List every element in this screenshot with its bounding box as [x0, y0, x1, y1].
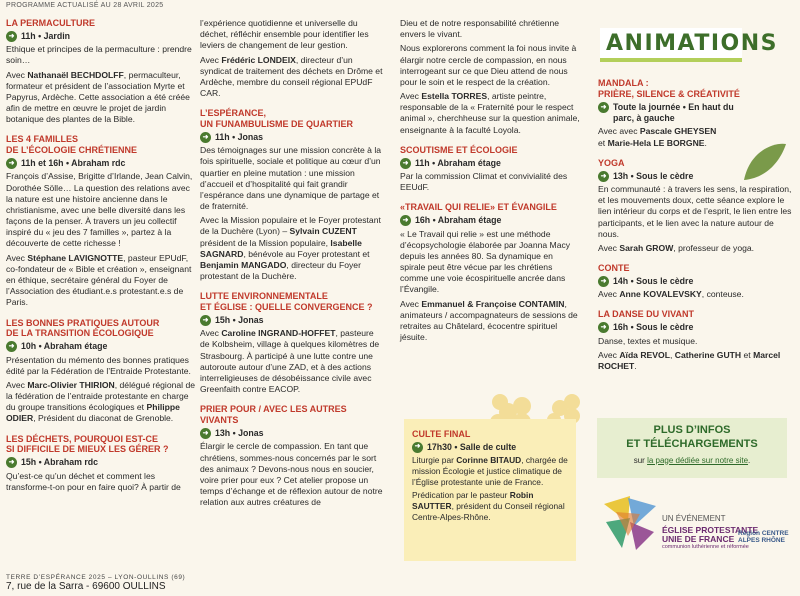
epudf-logo — [600, 492, 790, 554]
session-meta: ➜ 10h • Abraham étage — [6, 341, 196, 352]
column-4 — [598, 78, 794, 381]
section-title: PRIER POUR / AVEC LES AUTRES VIVANTS — [200, 404, 347, 426]
session-meta: ➜ 14h • Sous le cèdre — [598, 276, 794, 287]
section-title: L’ESPÉRANCE, UN FUNAMBULISME DE QUARTIER — [200, 108, 353, 129]
session-meta: ➜ 15h • Abraham rdc — [6, 457, 196, 468]
description: Qu’est-ce qu’un déchet et comment les transforme-t-on pour en faire quoi? À partir de — [6, 470, 181, 492]
arrow-icon: ➜ — [200, 132, 211, 143]
description: l’expérience quotidienne et universelle du déchet, réfléchir ensemble pour identifier les leviers de changement de leur gestion. — [200, 18, 369, 51]
speaker: Avec Frédéric LONDEIX, directeur d’un syndicat de traitement des déchets en Drôme et Ardèche, membre du conseil régional EPUdF CAR. — [200, 54, 383, 99]
session-meta: ➜ 13h • Sous le cèdre — [598, 171, 794, 182]
church-subtitle: communion luthérienne et réformée — [662, 544, 749, 550]
arrow-icon: ➜ — [598, 102, 609, 113]
section-lutte — [200, 291, 384, 395]
arrow-icon: ➜ — [598, 276, 609, 287]
culte-final-box — [404, 419, 576, 561]
section-title: LES BONNES PRATIQUES AUTOUR DE LA TRANSITION ÉCOLOGIQUE — [6, 317, 160, 339]
session-meta: ➜ 11h • Jardin — [6, 31, 196, 42]
website-link[interactable]: la page dédiée sur notre site — [647, 455, 749, 465]
description: Par la commission Climat et convivialité des EEUdF. — [400, 170, 568, 193]
arrow-icon: ➜ — [400, 215, 411, 226]
section-mandala — [598, 78, 794, 149]
church-name: ÉGLISE PROTESTANTE UNIE DE FRANCE — [662, 525, 759, 544]
description: Présentation du mémento des bonnes pratiques édité par la Fédération de l’Entraide Protestante. — [6, 354, 191, 376]
infos-text: sur la page dédiée sur notre site. — [633, 455, 751, 465]
section-title: LES DÉCHETS, POURQUOI EST-CE SI DIFFICILE DE MIEUX LES GÉRER ? — [6, 433, 169, 455]
section-scoutisme — [400, 145, 580, 194]
event-name: TERRE D’ESPÉRANCE 2025 – LYON-OULLINS (69) — [6, 574, 186, 581]
section-conte — [598, 263, 794, 300]
arrow-icon: ➜ — [200, 315, 211, 326]
section-prier — [200, 404, 384, 508]
speaker: Avec Stéphane LAVIGNOTTE, pasteur EPUdF, co-fondateur de « Bible et création », enseignant en éthique, secrétaire général du Foyer de l’Association des étudiant.e.s protestant.e.s de Paris. — [6, 252, 192, 308]
footer-address — [6, 574, 196, 592]
session-meta: ➜ 16h • Abraham étage — [400, 215, 580, 226]
session-meta: ➜ 16h • Sous le cèdre — [598, 322, 794, 333]
infos-title: PLUS D’INFOS ET TÉLÉCHARGEMENTS — [626, 424, 758, 450]
description: Dieu et de notre responsabilité chrétienne envers le vivant. — [400, 18, 560, 40]
description: François d’Assise, Brigitte d’Irlande, Jean Calvin, Dorothée Sölle… La question des relations avec la nature est une histoire ancienne dans le christianisme, avec une belle diversité dans les façons de la penser. À travers un jeu collectif inspiré du « jeu des 7 familles », partez à la découverte de cette richesse ! — [6, 171, 193, 249]
section-title: LUTTE ENVIRONNEMENTALE ET ÉGLISE : QUELLE CONVERGENCE ? — [200, 291, 373, 313]
preaching: Prédication par le pasteur Robin SAUTTER, président du Conseil régional Centre-Alpes-Rhône. — [412, 490, 565, 522]
session-meta: ➜ 11h • Abraham étage — [400, 158, 580, 169]
description: « Le Travail qui relie » est une méthode d’écopsychologie élaborée par Joanna Macy depuis les années 80. Sa dynamique en spirale peut être vécue par les chrétiens comme une voie écospirituelle ancrée dans l’Évangile. — [400, 228, 571, 295]
session-meta: ➜ 15h • Jonas — [200, 315, 384, 326]
speaker: Avec Anne KOVALEVSKY, conteuse. — [598, 289, 744, 300]
liturgy: Liturgie par Corinne BITAUD, chargée de mission Écologie et justice climatique de l’Église protestante unie de France. — [412, 455, 568, 487]
column-2 — [200, 18, 384, 517]
speaker: Avec Estella TORRES, artiste peintre, responsable de la « Fraternité pour le respect animal », cherchheuse sur la question animale, enseignante à la faculté Loyola. — [400, 91, 580, 135]
section-title: LA DANSE DU VIVANT — [598, 309, 695, 320]
section-title: MANDALA : PRIÈRE, SILENCE & CRÉATIVITÉ — [598, 78, 740, 99]
section-esperance — [200, 108, 384, 282]
speaker: Avec Nathanaël BECHDOLFF, permaculteur, formateur et président de l’association Myrte et Papyrus, Ardèche. Cette association a été créée afin de mettre en œuvre le projet de jardin botanique des plantes de la Bible. — [6, 69, 190, 125]
section-travail-qui-relie — [400, 202, 580, 343]
arrow-icon: ➜ — [598, 171, 609, 182]
section-dechets — [6, 434, 196, 493]
section-danse — [598, 309, 794, 372]
section-dechets-cont — [200, 18, 384, 99]
arrow-icon: ➜ — [6, 31, 17, 42]
section-title: CONTE — [598, 263, 630, 274]
section-4-familles — [6, 134, 196, 308]
description: Des témoignages sur une mission concrète à la fois spirituelle, sociale et politique au cœur d’un quartier en pleine mutation : une mission d’accueil et d’hospitalité qui fait grandir l’espérance dans une dynamique de partage et de fraternité. — [200, 145, 382, 212]
event-label: UN ÉVÉNEMENT — [662, 514, 726, 523]
session-meta: ➜ Toute la journée • En haut du parc, à gauche — [598, 102, 794, 125]
section-title: «TRAVAIL QUI RELIE» ET ÉVANGILE — [400, 202, 557, 213]
region-name: Région CENTRE ALPES RHÔNE — [738, 530, 789, 545]
arrow-icon: ➜ — [598, 322, 609, 333]
section-yoga — [598, 158, 794, 254]
description: Ethique et principes de la permaculture : prendre soin… — [6, 44, 192, 66]
section-title: YOGA — [598, 157, 625, 168]
section-permaculture — [6, 18, 196, 125]
column-1 — [6, 18, 196, 502]
speaker: Avec Emmanuel & Françoise CONTAMIN, animateurs / accompagnateurs de sessions de retraites au Châtelard, écocentre spirituel jésuite. — [400, 298, 578, 343]
programme-date: PROGRAMME ACTUALISÉ AU 28 AVRIL 2025 — [6, 2, 164, 9]
speaker: Avec Aïda REVOL, Catherine GUTH et Marcel ROCHET. — [598, 349, 781, 371]
session-meta: ➜ 13h • Jonas — [200, 428, 384, 439]
section-bonnes-pratiques — [6, 318, 196, 425]
session-meta: ➜ 11h • Jonas — [200, 132, 384, 143]
section-title: LES 4 FAMILLES DE L’ÉCOLOGIE CHRÉTIENNE — [6, 134, 138, 156]
session-meta: ➜ 17h30 • Salle de culte — [412, 442, 568, 453]
speaker: Avec avec Pascale GHEYSEN et Marie-Hela LE BORGNE. — [598, 126, 717, 148]
section-prier-cont — [400, 18, 580, 136]
session-meta: ➜ 11h et 16h • Abraham rdc — [6, 158, 196, 169]
arrow-icon: ➜ — [6, 158, 17, 169]
description: Nous explorerons comment la foi nous invite à élargir notre cercle de compassion, en nous interrogeant sur ce que Dieu attend de nous pour le soin et le respect de la création. — [400, 43, 577, 87]
arrow-icon: ➜ — [6, 341, 17, 352]
arrow-icon: ➜ — [400, 158, 411, 169]
arrow-icon: ➜ — [200, 428, 211, 439]
description: Danse, textes et musique. — [598, 335, 698, 346]
epudf-logo-icon — [600, 492, 658, 552]
section-title: CULTE FINAL — [412, 429, 471, 439]
infos-box — [597, 418, 787, 478]
arrow-icon: ➜ — [412, 442, 423, 453]
description: Élargir le cercle de compassion. En tant que chrétiens, sommes-nous concernés par le sort des animaux ? Devons-nous nous en soucier, voire prier pour eux ? Cet atelier propose un temps d’échange et de réflexion autour de notre relation aux autres créatures de — [200, 441, 383, 508]
speaker: Avec la Mission populaire et le Foyer protestant de la Duchère (Lyon) – Sylvain CUZENT président de la Mission populaire, Isabelle SAGNARD, bénévole au Foyer protestant et Benjamin MANGADO, directeur du Foyer protestant de la Duchère. — [200, 215, 381, 282]
column-3 — [400, 18, 580, 352]
arrow-icon: ➜ — [6, 457, 17, 468]
description: En communauté : à travers les sens, la respiration, et les mouvements doux, cette séance explore le lien intérieur du corps et de l’esprit, le lien entre les participants, et le lien avec la nature autour de nous. — [598, 184, 792, 239]
section-title: LA PERMACULTURE — [6, 18, 95, 28]
section-title: SCOUTISME ET ÉCOLOGIE — [400, 144, 518, 155]
animations-heading: ANIMATIONS — [600, 28, 742, 62]
speaker: Avec Caroline INGRAND-HOFFET, pasteure de Kolbsheim, village à quelques kilomètres de Strasbourg. À participé à une lutte contre une autoroute autour d’une ZAD, et à des actions interreligieuses de désobéissance civile avec Greenfaith contre EACOP. — [200, 328, 380, 395]
address: 7, rue de la Sarra - 69600 OULLINS — [6, 581, 166, 592]
speaker: Avec Sarah GROW, professeur de yoga. — [598, 242, 755, 253]
speaker: Avec Marc-Olivier THIRION, délégué régional de la fédération de l’entraide protestante en charge du groupe transitions écologiques et Philippe ODIER, Président du diaconat de Grenoble. — [6, 379, 196, 424]
